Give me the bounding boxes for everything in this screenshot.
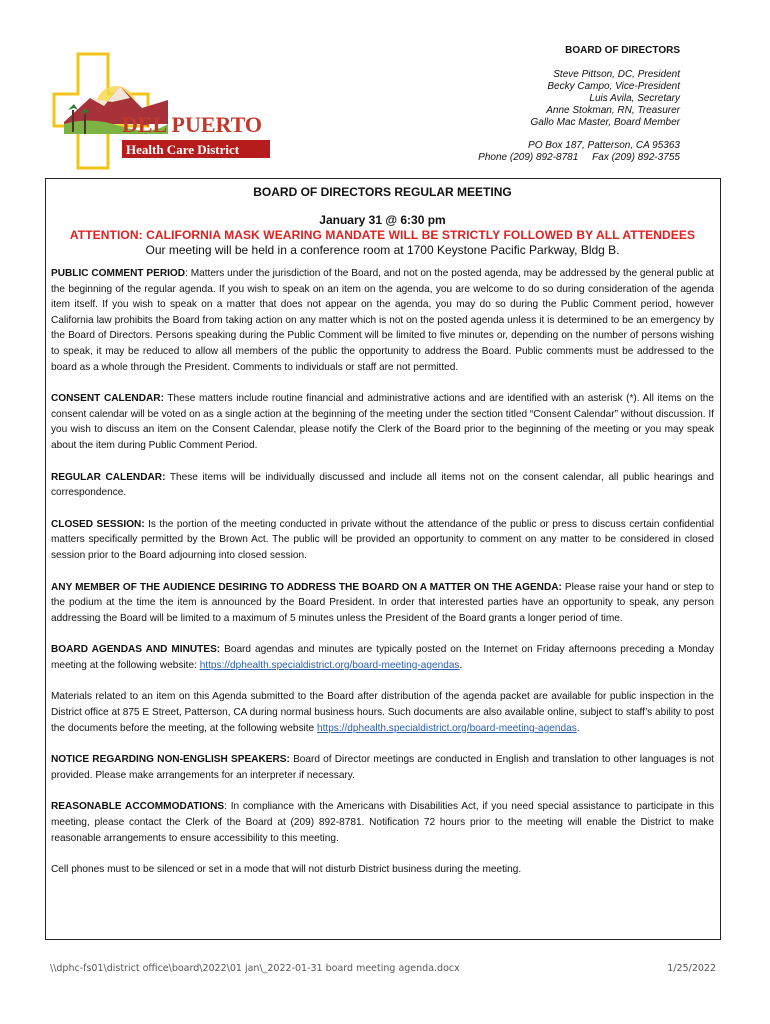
meeting-location: Our meeting will be held in a conference room at 1700 Keystone Pacific Parkway, Bldg B. — [145, 243, 620, 257]
section-text: These items will be individually discussed and include all items not on the consent calendar, all public hearings and correspondence. — [51, 471, 714, 499]
section-text: : Matters under the jurisdiction of the Board, and not on the posted agenda, may be addressed by the general public at the beginning of the regular agenda. If you wish to speak on an item on the agenda, you are welcome to do so during consideration of the agenda item itself. If you wish to speak on a matter that does not appear on the agenda, you may do so during the Public Comment period, however California law prohibits the Board from taking action on any matter which is not on the posted agenda unless it is determined to be an emergency by the Board of Directors. Persons speaking during the Public Comment will be limited to five minutes or, depending on the number of persons wishing to speak, it may be reduced to allow all members of the public the opportunity to address the Board. Public comments must be addressed to the board as a whole through the President. Comments to individuals or staff are not permitted. — [51, 268, 714, 373]
section-text: Is the portion of the meeting conducted in private without the attendance of the public or press to discuss certain confidential matters specifically permitted by the Brown Act. The public will be provided an opportunity to comment on any matter to be considered in closed session prior to the Board adjourning into closed session. — [51, 518, 714, 561]
meeting-date: January 31 @ 6:30 pm — [319, 213, 446, 227]
closed-session-section — [51, 517, 714, 564]
board-address: PO Box 187, Patterson, CA 95363 — [528, 140, 680, 151]
section-text: Board of Director meetings are conducted in English and translation to other languages is not provided. Please make arrangements for an interpreter if necessary. — [51, 754, 714, 781]
mask-mandate-notice: ATTENTION: CALIFORNIA MASK WEARING MANDATE WILL BE STRICTLY FOLLOWED BY ALL ATTENDEES — [69, 228, 696, 242]
section-text: Please raise your hand or step to the podium at the time the item is announced by the Board President. In order that interested parties have an opportunity to speak, any person addressing the Board will be limited to a maximum of 5 minutes unless the President of the Board grants a longer period of time. — [51, 581, 714, 624]
agenda-box — [45, 178, 721, 940]
materials-link[interactable]: https://dphealth.specialdistrict.org/board-meeting-agendas — [316, 722, 577, 734]
section-heading: REGULAR CALENDAR: — [51, 471, 166, 483]
board-member: Gallo Mac Master, Board Member — [530, 117, 680, 128]
section-heading: PUBLIC COMMENT PERIOD — [51, 268, 186, 279]
section-heading: CONSENT CALENDAR: — [51, 393, 164, 405]
public-comment-section — [51, 266, 714, 375]
materials-section: Materials related to an item on this Agenda submitted to the Board after distribution of the agenda packet are available for public inspection in the District office at 875 E Street, Patterson, CA during normal business hours. Such documents are also available online, subject to staff’s ability to post the documents before the meeting, at the following website https://dphealth.specialdistrict.org/board-meeting-agendas. — [51, 691, 714, 734]
agenda-title: BOARD OF DIRECTORS REGULAR MEETING — [253, 185, 512, 199]
board-phone: Phone (209) 892-8781 — [478, 152, 579, 163]
section-text: These matters include routine financial and administrative actions and are identified with an asterisk (*). All items on the consent calendar will be voted on as a single action at the beginning of the meeting under the section titled “Consent Calendar” without discussion. If you wish to discuss an item on the Consent Calendar, please notify the Clerk of the Board prior to the beginning of the meeting or you may speak about the item during Public Comment Period. — [51, 393, 715, 451]
section-text: Board agendas and minutes are typically posted on the Internet on Friday afternoons preceding a Monday meeting at the following website: — [51, 644, 714, 671]
section-heading: REASONABLE ACCOMMODATIONS — [51, 801, 225, 813]
board-member: Anne Stokman, RN, Treasurer — [546, 105, 680, 116]
section-heading: BOARD AGENDAS AND MINUTES: — [51, 644, 221, 656]
file-path: \\dphc-fs01\district office\board\2022\01 jan\_2022-01-31 board meeting agenda.docx — [50, 963, 460, 974]
section-heading: CLOSED SESSION: — [51, 518, 145, 530]
logo-line1: DEL PUERTO — [122, 112, 263, 137]
board-member: Becky Campo, Vice-President — [547, 81, 680, 92]
consent-calendar-section — [51, 391, 714, 453]
section-heading: ANY MEMBER OF THE AUDIENCE DESIRING TO ADDRESS THE BOARD ON A MATTER ON THE AGENDA: — [51, 581, 562, 593]
accommodations-section — [51, 799, 714, 846]
board-member: Luis Avila, Secretary — [589, 93, 680, 104]
audience-section — [51, 580, 714, 627]
non-english-section — [51, 752, 714, 783]
board-member: Steve Pittson, DC, President — [553, 69, 680, 80]
logo-line2: Health Care District — [126, 142, 240, 157]
cell-phones-notice: Cell phones must to be silenced or set in a mode that will not disturb District business during the meeting. — [51, 864, 522, 876]
agendas-minutes-section: BOARD AGENDAS AND MINUTES: Board agendas and minutes are typically posted on the Internet on Friday afternoons preceding a Monday meeting at the following website: https://dphealth.specialdistrict.org/board-meeting-agendas. — [51, 644, 714, 671]
section-text: Materials related to an item on this Agenda submitted to the Board after distribution of the agenda packet are available for public inspection in the District office at 875 E Street, Patterson, CA during normal business hours. Such documents are also available online, subject to staff’s ability to post the documents before the meeting, at the following website — [51, 691, 714, 734]
regular-calendar-section — [51, 470, 714, 501]
section-heading: NOTICE REGARDING NON-ENGLISH SPEAKERS: — [51, 754, 290, 766]
del-puerto-logo — [50, 48, 272, 174]
section-text: : In compliance with the Americans with Disabilities Act, if you need special assistance to participate in this meeting, please contact the Clerk of the Board at (209) 892-8781. Notification 72 hours prior to the meeting will enable the District to make reasonable arrangements to ensure accessibility to this meeting. — [51, 801, 715, 844]
board-contact — [380, 152, 680, 164]
page-footer — [50, 963, 716, 974]
footer-date: 1/25/2022 — [667, 963, 716, 974]
board-heading: BOARD OF DIRECTORS — [565, 45, 680, 56]
board-fax: Fax (209) 892-3755 — [592, 152, 680, 163]
agendas-link[interactable]: https://dphealth.specialdistrict.org/board-meeting-agendas — [199, 659, 460, 671]
board-of-directors-block — [380, 45, 680, 164]
